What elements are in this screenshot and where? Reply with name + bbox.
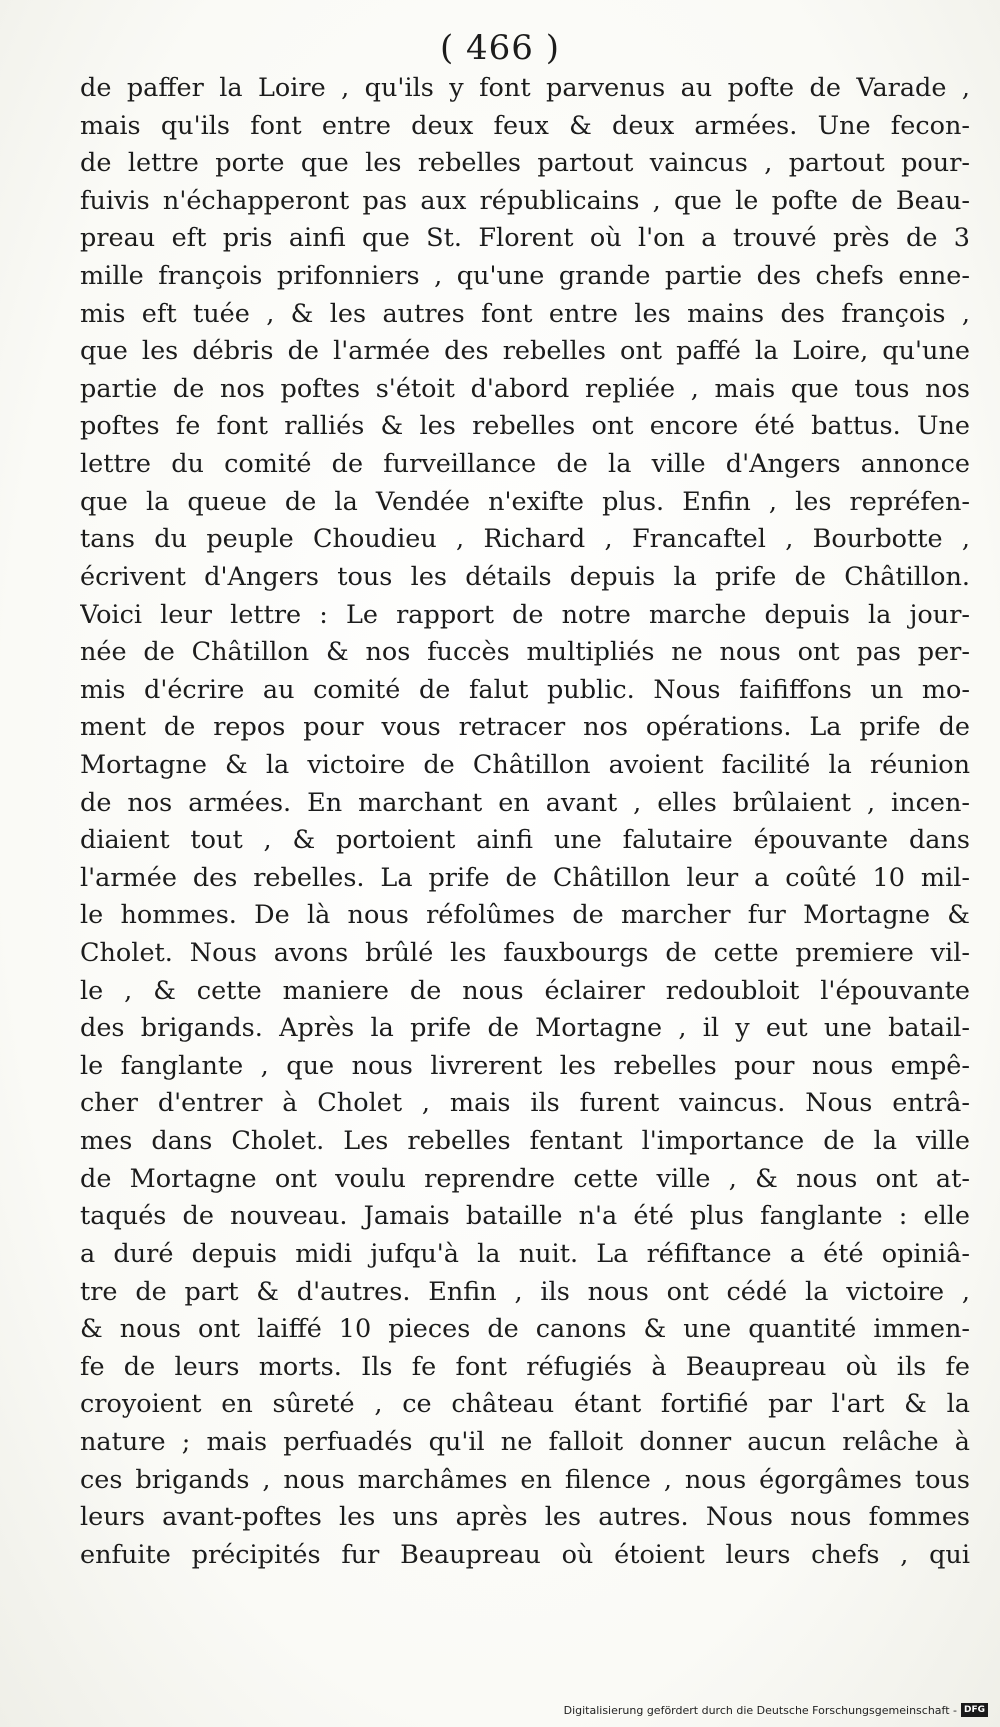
text-line: fuivis n'échapperont pas aux républicains , que le pofte de Beau- xyxy=(80,185,970,216)
text-line: lettre du comité de furveillance de la ville d'Angers annonce xyxy=(80,449,970,480)
text-line: de nos armées. En marchant en avant , elles brûlaient , incen- xyxy=(80,787,970,818)
text-line: le hommes. De là nous réfolûmes de marcher fur Mortagne & xyxy=(80,900,970,931)
page-number: ( 466 ) xyxy=(439,28,561,68)
text-line: le , & cette maniere de nous éclairer redoubloit l'épouvante xyxy=(80,975,970,1006)
text-line: a duré depuis midi jufqu'à la nuit. La réfiftance a été opiniâ- xyxy=(80,1238,970,1269)
text-line: ces brigands , nous marchâmes en filence , nous égorgâmes tous xyxy=(80,1464,970,1495)
text-line: mille françois prifonniers , qu'une grande partie des chefs enne- xyxy=(80,261,970,292)
text-line: l'armée des rebelles. La prife de Châtillon leur a coûté 10 mil- xyxy=(80,862,970,893)
text-line: mis eft tuée , & les autres font entre les mains des françois , xyxy=(80,298,970,329)
text-line: de paffer la Loire , qu'ils y font parvenus au pofte de Varade , xyxy=(80,73,970,103)
text-line: fe de leurs morts. Ils fe font réfugiés à Beaupreau où ils fe xyxy=(80,1351,970,1382)
text-line: diaient tout , & portoient ainfi une falutaire épouvante dans xyxy=(80,825,970,856)
text-line: née de Châtillon & nos fuccès multipliés ne nous ont pas per- xyxy=(80,637,970,668)
text-line: poftes fe font ralliés & les rebelles ont encore été battus. Une xyxy=(80,411,970,442)
text-line: croyoient en sûreté , ce château étant fortifié par l'art & la xyxy=(80,1389,970,1420)
dfg-logo: DFG xyxy=(961,1703,988,1717)
credit-text: Digitalisierung gefördert durch die Deutsche Forschungsgemeinschaft - xyxy=(563,1703,957,1717)
digitization-credit xyxy=(564,1701,988,1719)
text-line: écrivent d'Angers tous les détails depuis la prife de Châtillon. xyxy=(80,561,970,592)
text-line: de Mortagne ont voulu reprendre cette ville , & nous ont at- xyxy=(80,1163,970,1194)
text-line: tre de part & d'autres. Enfin , ils nous ont cédé la victoire , xyxy=(80,1276,970,1307)
text-line: mis d'écrire au comité de falut public. Nous faififfons un mo- xyxy=(80,674,970,705)
text-line: taqués de nouveau. Jamais bataille n'a été plus fanglante : elle xyxy=(80,1201,970,1232)
text-line: enfuite précipités fur Beaupreau où étoient leurs chefs , qui xyxy=(80,1539,970,1570)
text-line: que la queue de la Vendée n'exifte plus. Enfin , les repréfen- xyxy=(80,486,970,517)
text-line: preau eft pris ainfi que St. Florent où l'on a trouvé près de 3 xyxy=(80,223,970,254)
text-line: que les débris de l'armée des rebelles ont paffé la Loire, qu'une xyxy=(80,336,970,367)
text-line: des brigands. Après la prife de Mortagne , il y eut une batail- xyxy=(80,1013,970,1044)
text-line: cher d'entrer à Cholet , mais ils furent vaincus. Nous entrâ- xyxy=(80,1088,970,1119)
text-line: mais qu'ils font entre deux feux & deux armées. Une fecon- xyxy=(80,110,970,141)
text-line: & nous ont laiffé 10 pieces de canons & une quantité immen- xyxy=(80,1314,970,1345)
text-line: ment de repos pour vous retracer nos opérations. La prife de xyxy=(80,712,970,743)
body-text xyxy=(80,70,970,1574)
text-line: nature ; mais perfuadés qu'il ne falloit donner aucun relâche à xyxy=(80,1426,970,1457)
text-line: leurs avant-poftes les uns après les autres. Nous nous fommes xyxy=(80,1502,970,1533)
text-line: Mortagne & la victoire de Châtillon avoient facilité la réunion xyxy=(80,749,970,780)
text-line: tans du peuple Choudieu , Richard , Francaftel , Bourbotte , xyxy=(80,524,970,555)
text-line: de lettre porte que les rebelles partout vaincus , partout pour- xyxy=(80,148,970,179)
text-line: Voici leur lettre : Le rapport de notre marche depuis la jour- xyxy=(80,599,970,630)
text-line: le fanglante , que nous livrerent les rebelles pour nous empê- xyxy=(80,1050,970,1081)
text-line: partie de nos poftes s'étoit d'abord repliée , mais que tous nos xyxy=(80,373,970,404)
text-line: Cholet. Nous avons brûlé les fauxbourgs de cette premiere vil- xyxy=(80,938,970,969)
text-line: mes dans Cholet. Les rebelles fentant l'importance de la ville xyxy=(80,1126,970,1157)
